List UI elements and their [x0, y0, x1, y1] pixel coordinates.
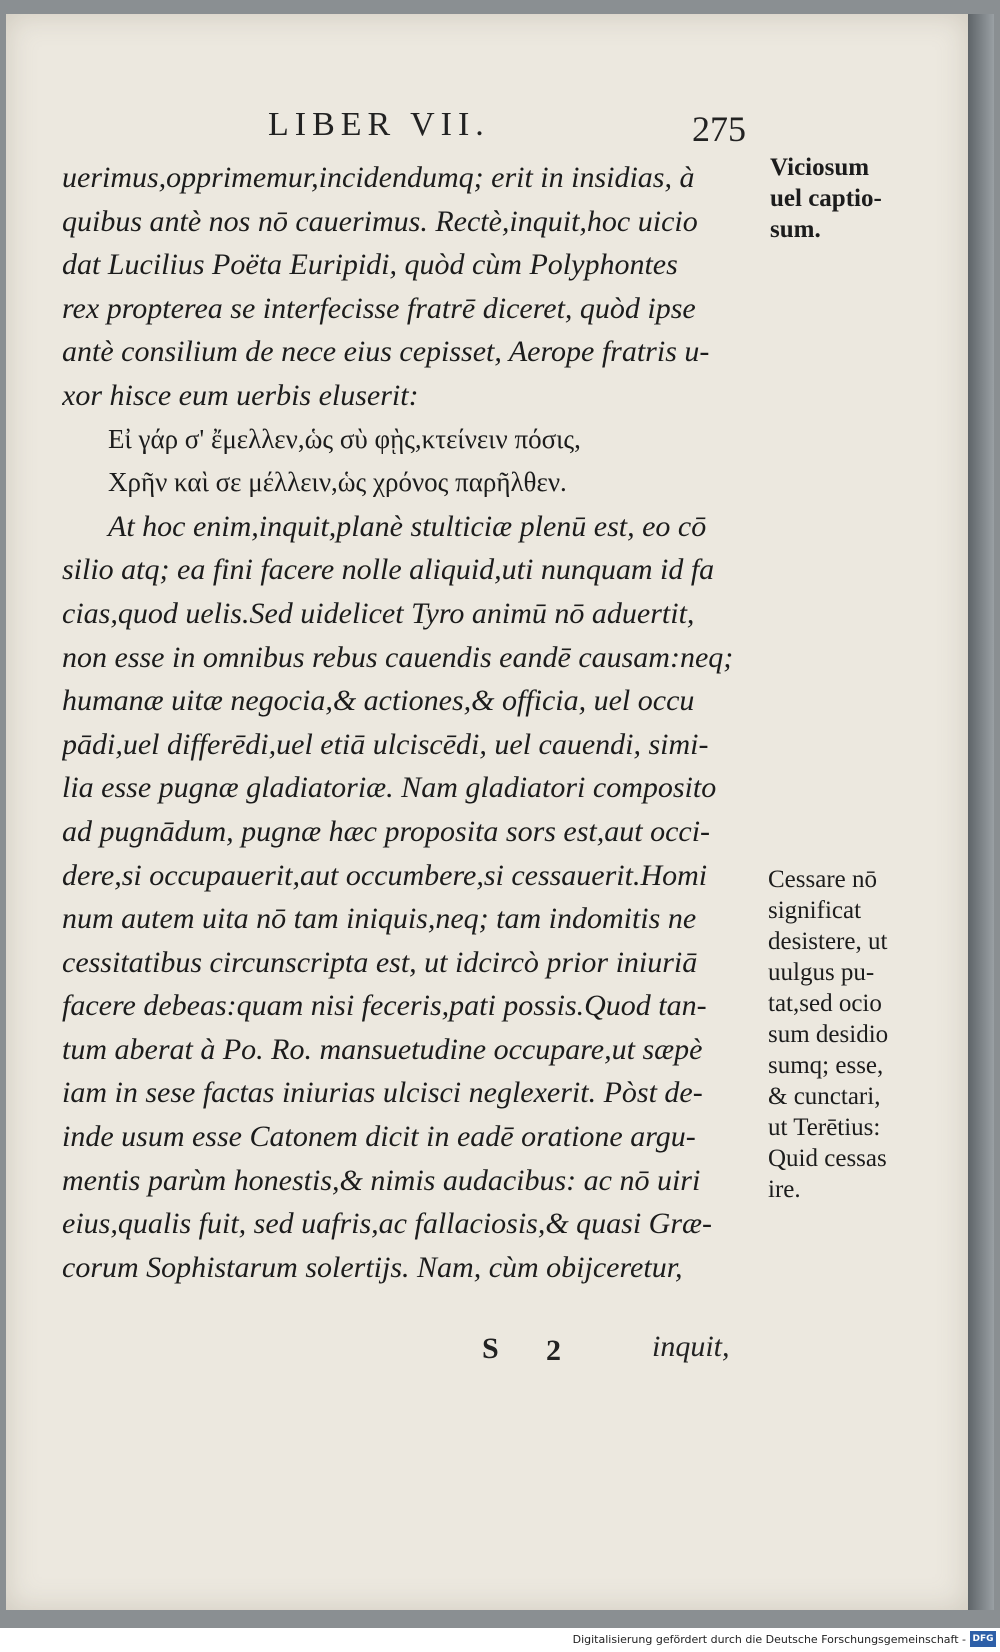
- margin-note-line: uel captio-: [770, 185, 882, 212]
- margin-note-line: desistere, ut: [768, 928, 888, 955]
- text-line: silio atq; ea fini facere nolle aliquid,uti nunquam id fa: [62, 553, 715, 587]
- text-line: antè consilium de nece eius cepisset, Aerope fratris u-: [62, 335, 710, 369]
- margin-note-line: sum desidio: [768, 1021, 889, 1048]
- page-edge: [968, 14, 994, 1610]
- margin-note-line: tat,sed ocio: [768, 990, 882, 1017]
- text-line: dat Lucilius Poëta Euripidi, quòd cùm Polyphontes: [62, 248, 678, 282]
- page-number: 275: [692, 109, 746, 149]
- signature-mark-letter: S: [482, 1332, 499, 1365]
- margin-note-line: Quid cessas: [768, 1145, 887, 1172]
- digitization-credit: Digitalisierung gefördert durch die Deutsche Forschungsgemeinschaft -: [572, 1633, 966, 1646]
- text-line: pādi,uel differēdi,uel etiā ulciscēdi, uel cauendi, simi-: [62, 727, 709, 761]
- text-line: At hoc enim,inquit,planè stulticiæ plenū est, eo cō: [108, 509, 707, 543]
- margin-note-cessare: [768, 864, 938, 1205]
- margin-note-line: Viciosum: [770, 154, 870, 181]
- signature-mark-number: 2: [546, 1334, 561, 1367]
- text-line: rex propterea se interfecisse fratrē diceret, quòd ipse: [62, 291, 696, 325]
- text-line: num autem uita nō tam iniquis,neq; tam indomitis ne: [62, 902, 697, 936]
- margin-note-viciosum: [770, 152, 940, 245]
- margin-note-line: Cessare nō: [768, 866, 877, 893]
- text-line: xor hisce eum uerbis eluserit:: [62, 378, 419, 412]
- text-line: iam in sese factas iniurias ulcisci neglexerit. Pòst de-: [62, 1076, 703, 1110]
- text-line: uerimus,opprimemur,incidendumq; erit in insidias, à: [62, 161, 695, 194]
- text-line: dere,si occupauerit,aut occumbere,si cessauerit.Homi: [62, 858, 708, 892]
- text-line: humanæ uitæ negocia,& actiones,& officia, uel occu: [62, 684, 695, 718]
- text-line: cessitatibus circunscripta est, ut idcircò prior iniuriā: [62, 945, 698, 979]
- text-line: ad pugnādum, pugnæ hæc proposita sors est,aut occi-: [62, 814, 711, 848]
- text-line: corum Sophistarum solertijs. Nam, cùm obijceretur,: [62, 1250, 683, 1284]
- dfg-logo: DFG: [970, 1631, 996, 1647]
- margin-note-line: & cunctari,: [768, 1083, 881, 1110]
- margin-note-line: ut Terētius:: [768, 1114, 881, 1141]
- text-line: tum aberat à Po. Ro. mansuetudine occupare,ut sæpè: [62, 1032, 703, 1066]
- margin-note-line: ire.: [768, 1176, 801, 1203]
- text-line: inde usum esse Catonem dicit in eadē oratione argu-: [62, 1120, 696, 1154]
- text-line: mentis parùm honestis,& nimis audacibus: ac nō uiri: [62, 1163, 701, 1197]
- margin-note-line: sum.: [770, 216, 821, 243]
- text-line: cias,quod uelis.Sed uidelicet Tyro animū nō aduertit,: [62, 596, 695, 630]
- catchword: inquit,: [652, 1330, 730, 1363]
- greek-verse-line: Χρῆν καὶ σε μέλλειν,ὡς χρόνος παρῆλθεν.: [108, 467, 567, 498]
- margin-note-line: uulgus pu-: [768, 959, 875, 986]
- text-line: eius,qualis fuit, sed uafris,ac fallaciosis,& quasi Græ-: [62, 1207, 713, 1241]
- margin-note-line: sumq; esse,: [768, 1052, 884, 1079]
- text-line: quibus antè nos nō cauerimus. Rectè,inquit,hoc uicio: [62, 204, 698, 238]
- margin-note-line: significat: [768, 897, 862, 924]
- text-line: facere debeas:quam nisi feceris,pati possis.Quod tan-: [62, 989, 707, 1023]
- greek-verse-line: Εἰ γάρ σ' ἔμελλεν,ὡς σὺ φῂς,κτείνειν πόσις,: [108, 423, 581, 454]
- text-line: lia esse pugnæ gladiatoriæ. Nam gladiatori composito: [62, 771, 717, 805]
- text-line: non esse in omnibus rebus cauendis eandē causam:neq;: [62, 640, 734, 674]
- main-text-block: [62, 156, 762, 1289]
- running-head: LIBER VII.: [268, 106, 490, 143]
